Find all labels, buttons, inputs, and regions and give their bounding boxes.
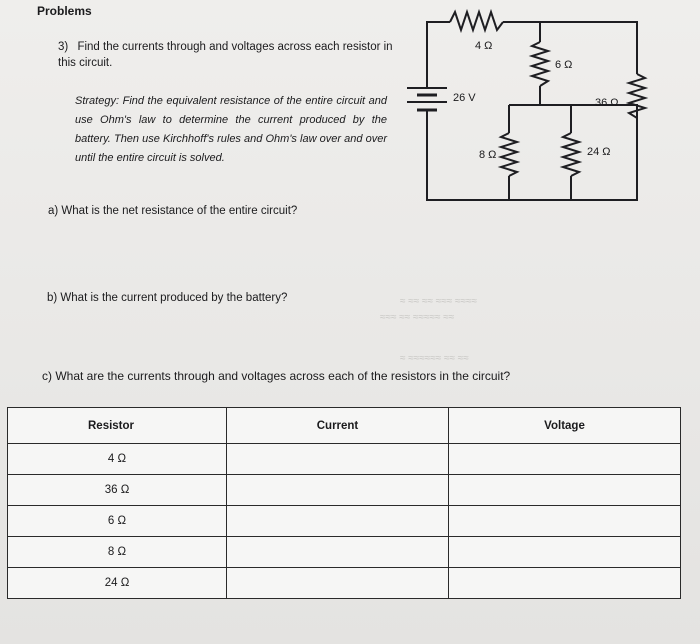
- cell-resistor: 24 Ω: [8, 568, 227, 599]
- cell-voltage[interactable]: [449, 506, 681, 537]
- strategy-body: Find the equivalent resistance of the entire circuit and use Ohm's law to determine the current produced by the battery. Then use Kirchhoff's rules and Ohm's law over and over until the entire circuit is solved.: [75, 95, 388, 164]
- resistor-24ohm: [563, 133, 579, 176]
- r36-label: 36 Ω: [595, 97, 619, 109]
- resistor-4ohm: [450, 12, 503, 30]
- resistor-36ohm: [629, 74, 645, 118]
- battery-label: 26 V: [453, 92, 476, 104]
- table-row: [8, 568, 681, 599]
- cell-voltage[interactable]: [449, 537, 681, 568]
- table-row: [8, 537, 681, 568]
- wire-middle: [540, 86, 603, 105]
- r4-label: 4 Ω: [475, 40, 493, 52]
- show-through-mark: ≈≈≈ ≈≈ ≈≈≈≈≈ ≈≈: [380, 312, 455, 323]
- cell-voltage[interactable]: [449, 475, 681, 506]
- resistor-8ohm: [501, 133, 517, 176]
- cell-current[interactable]: [227, 537, 449, 568]
- cell-current[interactable]: [227, 506, 449, 537]
- cell-current[interactable]: [227, 475, 449, 506]
- r6-label: 6 Ω: [555, 59, 573, 71]
- table-row: [8, 475, 681, 506]
- cell-voltage[interactable]: [449, 444, 681, 475]
- battery-symbol: [407, 88, 447, 110]
- show-through-mark: ≈ ≈≈≈≈≈≈ ≈≈ ≈≈: [400, 353, 469, 364]
- r24-label: 24 Ω: [587, 146, 611, 158]
- header-resistor: Resistor: [8, 408, 227, 444]
- cell-voltage[interactable]: [449, 568, 681, 599]
- question-number: 3): [58, 41, 69, 53]
- page-heading: Problems: [37, 4, 92, 18]
- resistor-6ohm: [532, 42, 548, 86]
- wire-left: [427, 22, 450, 88]
- question-3: [58, 39, 398, 71]
- header-voltage: Voltage: [449, 408, 681, 444]
- cell-resistor: 8 Ω: [8, 537, 227, 568]
- cell-resistor: 36 Ω: [8, 475, 227, 506]
- results-table: [7, 407, 681, 599]
- strategy-label: Strategy:: [75, 95, 120, 107]
- part-b-question: b) What is the current produced by the battery?: [47, 292, 288, 304]
- table-row: [8, 506, 681, 537]
- cell-current[interactable]: [227, 444, 449, 475]
- cell-resistor: 4 Ω: [8, 444, 227, 475]
- show-through-mark: ≈ ≈≈ ≈≈ ≈≈≈ ≈≈≈≈: [400, 296, 477, 307]
- part-c-question: c) What are the currents through and voltages across each of the resistors in the circuit?: [42, 369, 511, 383]
- r8-label: 8 Ω: [479, 149, 497, 161]
- header-current: Current: [227, 408, 449, 444]
- part-a-question: a) What is the net resistance of the entire circuit?: [48, 205, 298, 217]
- table-header-row: [8, 408, 681, 444]
- table-row: [8, 444, 681, 475]
- question-text: Find the currents through and voltages across each resistor in this circuit.: [58, 41, 393, 69]
- strategy-text: [75, 92, 387, 168]
- cell-resistor: 6 Ω: [8, 506, 227, 537]
- circuit-diagram: [395, 0, 695, 210]
- cell-current[interactable]: [227, 568, 449, 599]
